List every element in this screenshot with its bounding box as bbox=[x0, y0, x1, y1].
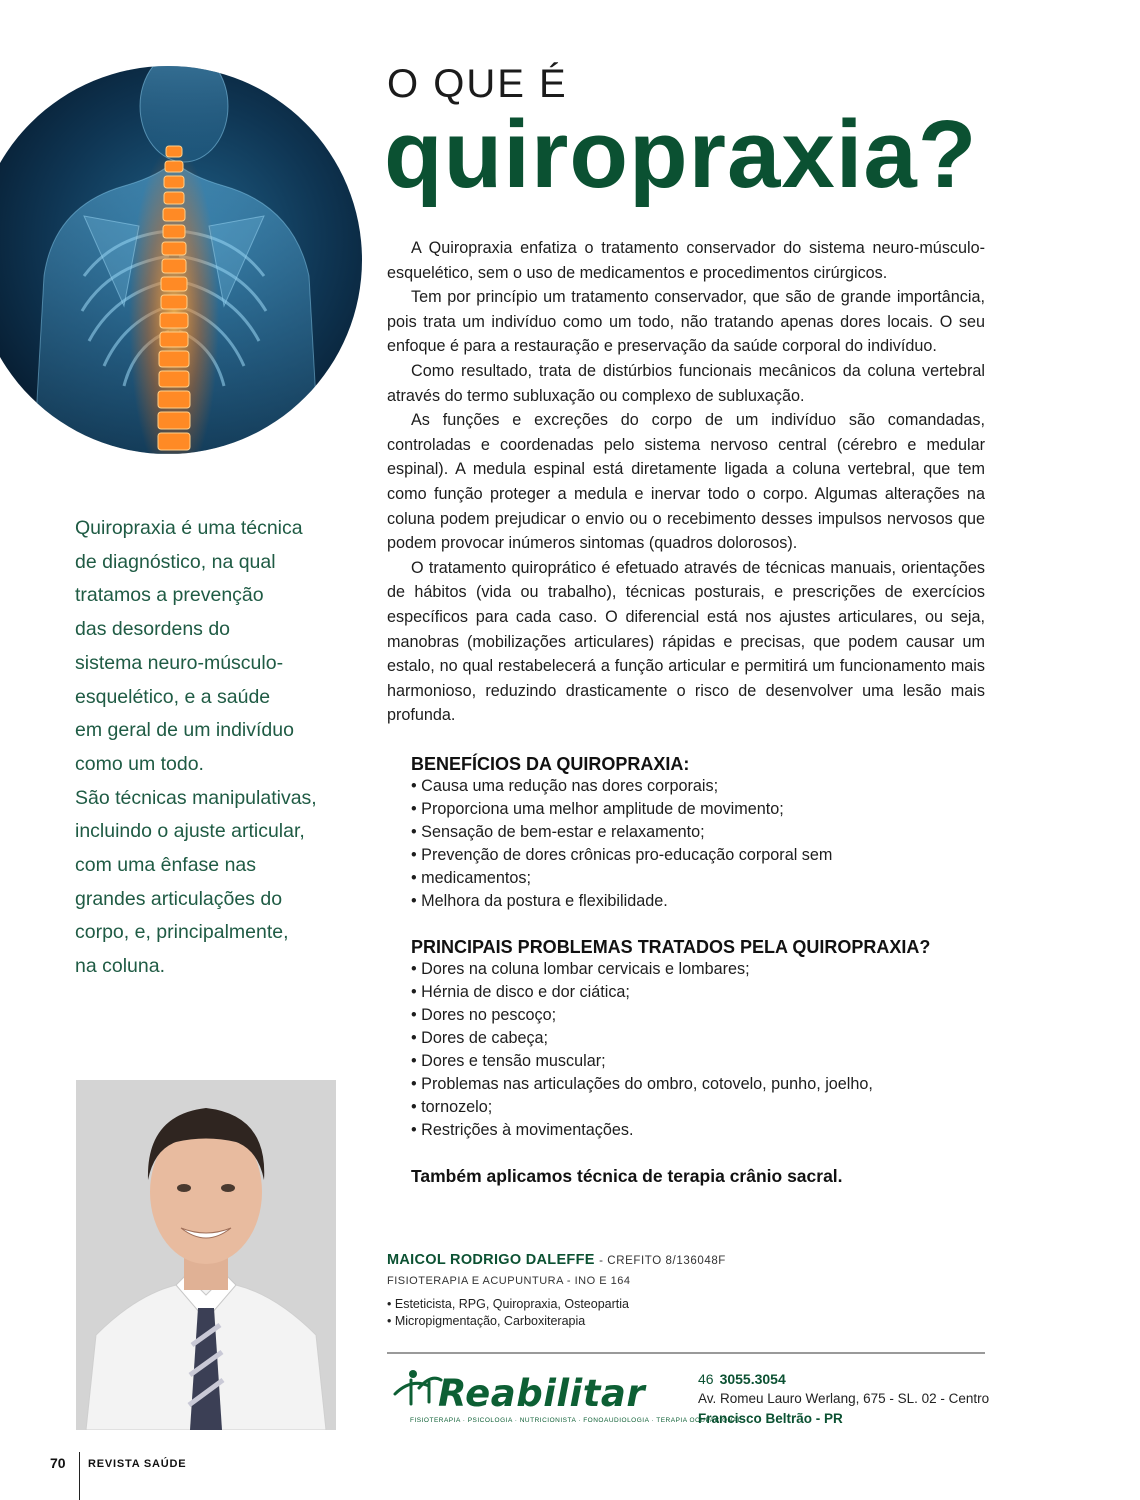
list-item: • tornozelo; bbox=[411, 1096, 991, 1119]
page-number: 70 bbox=[50, 1455, 66, 1471]
divider bbox=[387, 1352, 985, 1354]
list-item: • Dores de cabeça; bbox=[411, 1027, 991, 1050]
benefits-title: BENEFÍCIOS DA QUIROPRAXIA: bbox=[411, 754, 690, 774]
quote-line: das desordens do bbox=[75, 618, 231, 641]
article-paragraph: Como resultado, trata de distúrbios funcionais mecânicos da coluna vertebral através do termo subluxação ou complexo de subluxação. bbox=[387, 361, 985, 405]
list-item: • Esteticista, RPG, Quiropraxia, Osteopartia bbox=[387, 1296, 629, 1313]
list-item: • Causa uma redução nas dores corporais; bbox=[411, 775, 991, 798]
article-paragraph: Tem por princípio um tratamento conservador, que são de grande importância, pois trata um indivíduo como um todo, não tratando apenas dores locais. O seu enfoque é para a restauração e preservação da saúde corporal do indivíduo. bbox=[387, 288, 985, 356]
list-item: • Restrições à movimentações. bbox=[411, 1119, 991, 1142]
person-illustration bbox=[76, 1080, 336, 1430]
logo-wordmark: Reabilitar bbox=[438, 1372, 646, 1415]
list-item: • Dores no pescoço; bbox=[411, 1004, 991, 1027]
address: Av. Romeu Lauro Werlang, 675 - SL. 02 - Centro bbox=[698, 1391, 990, 1406]
quote-line: tratamos a prevenção bbox=[75, 584, 264, 607]
list-item: • Hérnia de disco e dor ciática; bbox=[411, 981, 991, 1004]
spine-illustration bbox=[0, 66, 362, 454]
quote-line: como um todo. bbox=[75, 752, 204, 775]
list-item: • Prevenção de dores crônicas pro-educação corporal sem bbox=[411, 844, 991, 867]
author-registration: - CREFITO 8/136048F bbox=[599, 1255, 726, 1267]
closing-note: Também aplicamos técnica de terapia crânio sacral. bbox=[411, 1166, 843, 1186]
quote-line: em geral de um indivíduo bbox=[75, 719, 294, 742]
quote-line: na coluna. bbox=[75, 955, 165, 978]
pull-quote bbox=[75, 512, 350, 984]
page-title: quiropraxia? bbox=[384, 101, 978, 208]
article-body bbox=[387, 236, 985, 728]
logo-subtitle: FISIOTERAPIA · PSICOLOGIA · NUTRICIONISTA · FONOAUDIOLOGIA · TERAPIA OCUPACIONAL bbox=[410, 1417, 742, 1424]
list-item: • Micropigmentação, Carboxiterapia bbox=[387, 1313, 629, 1330]
phone-area-code: 46 bbox=[698, 1371, 714, 1387]
author-name: MAICOL RODRIGO DALEFFE bbox=[387, 1252, 595, 1268]
footer-rule bbox=[79, 1452, 80, 1500]
article-paragraph: As funções e excreções do corpo de um indivíduo são comandadas, controladas e coordenadas pelo sistema nervoso central (cérebro e medular espinal). A medula espinal está diretamente ligada a coluna vertebral, que tem como função proteger a medula e inervar todo o corpo. Algumas alterações na coluna podem prejudicar o envio ou o recebimento desses impulsos nervosos que podem provocar inúmeros sintomas (quadros dolorosos). bbox=[387, 411, 985, 553]
author-credit bbox=[387, 1252, 726, 1268]
article-paragraph: O tratamento quiroprático é efetuado através de técnicas manuais, orientações de hábitos (vida ou trabalho), técnicas posturais, e prescrições de exercícios específicos para cada caso. O diferencial está nos ajustes articulares, ou seja, manobras (mobilizações articulares) rápidas e precisas, que podem causar um estalo, no qual restabelecerá a função articular e permitirá um funcionamento mais harmonioso, reduzindo drasticamente o risco de desenvolver uma lesão mais profunda. bbox=[387, 558, 985, 725]
quote-line: com uma ênfase nas bbox=[75, 854, 257, 877]
list-item: • Dores na coluna lombar cervicais e lombares; bbox=[411, 958, 991, 981]
quote-line: esquelético, e a saúde bbox=[75, 685, 271, 708]
problems-list bbox=[411, 958, 991, 1142]
quote-line: sistema neuro-músculo- bbox=[75, 651, 284, 674]
author-specialty: FISIOTERAPIA E ACUPUNTURA - INO E 164 bbox=[387, 1275, 631, 1287]
list-item: • Problemas nas articulações do ombro, cotovelo, punho, joelho, bbox=[411, 1073, 991, 1096]
quote-line: de diagnóstico, na qual bbox=[75, 550, 276, 573]
problems-section bbox=[411, 937, 991, 1142]
services-list bbox=[387, 1296, 629, 1330]
benefits-section bbox=[411, 754, 991, 913]
phone-number: 3055.3054 bbox=[719, 1371, 786, 1387]
author-portrait bbox=[76, 1080, 336, 1430]
benefits-list bbox=[411, 775, 991, 913]
pre-title: O QUE É bbox=[387, 62, 568, 106]
magazine-name: REVISTA SAÚDE bbox=[88, 1458, 187, 1470]
quote-line: corpo, e, principalmente, bbox=[75, 921, 289, 944]
list-item: • Proporciona uma melhor amplitude de movimento; bbox=[411, 798, 991, 821]
quote-line: Quiropraxia é uma técnica bbox=[75, 517, 303, 539]
list-item: • Sensação de bem-estar e relaxamento; bbox=[411, 821, 991, 844]
hero-spine-image bbox=[0, 66, 362, 454]
quote-line: grandes articulações do bbox=[75, 887, 283, 910]
city: Francisco Beltrão - PR bbox=[698, 1411, 843, 1426]
article-paragraph: A Quiropraxia enfatiza o tratamento conservador do sistema neuro-músculo-esquelético, sem o uso de medicamentos e procedimentos cirúrgicos. bbox=[387, 239, 985, 282]
quote-line: São técnicas manipulativas, bbox=[75, 786, 317, 809]
quote-line: incluindo o ajuste articular, bbox=[75, 820, 305, 843]
phone bbox=[698, 1371, 786, 1387]
list-item: • Dores e tensão muscular; bbox=[411, 1050, 991, 1073]
list-item: • Melhora da postura e flexibilidade. bbox=[411, 890, 991, 913]
problems-title: PRINCIPAIS PROBLEMAS TRATADOS PELA QUIROPRAXIA? bbox=[411, 937, 931, 957]
list-item: • medicamentos; bbox=[411, 867, 991, 890]
